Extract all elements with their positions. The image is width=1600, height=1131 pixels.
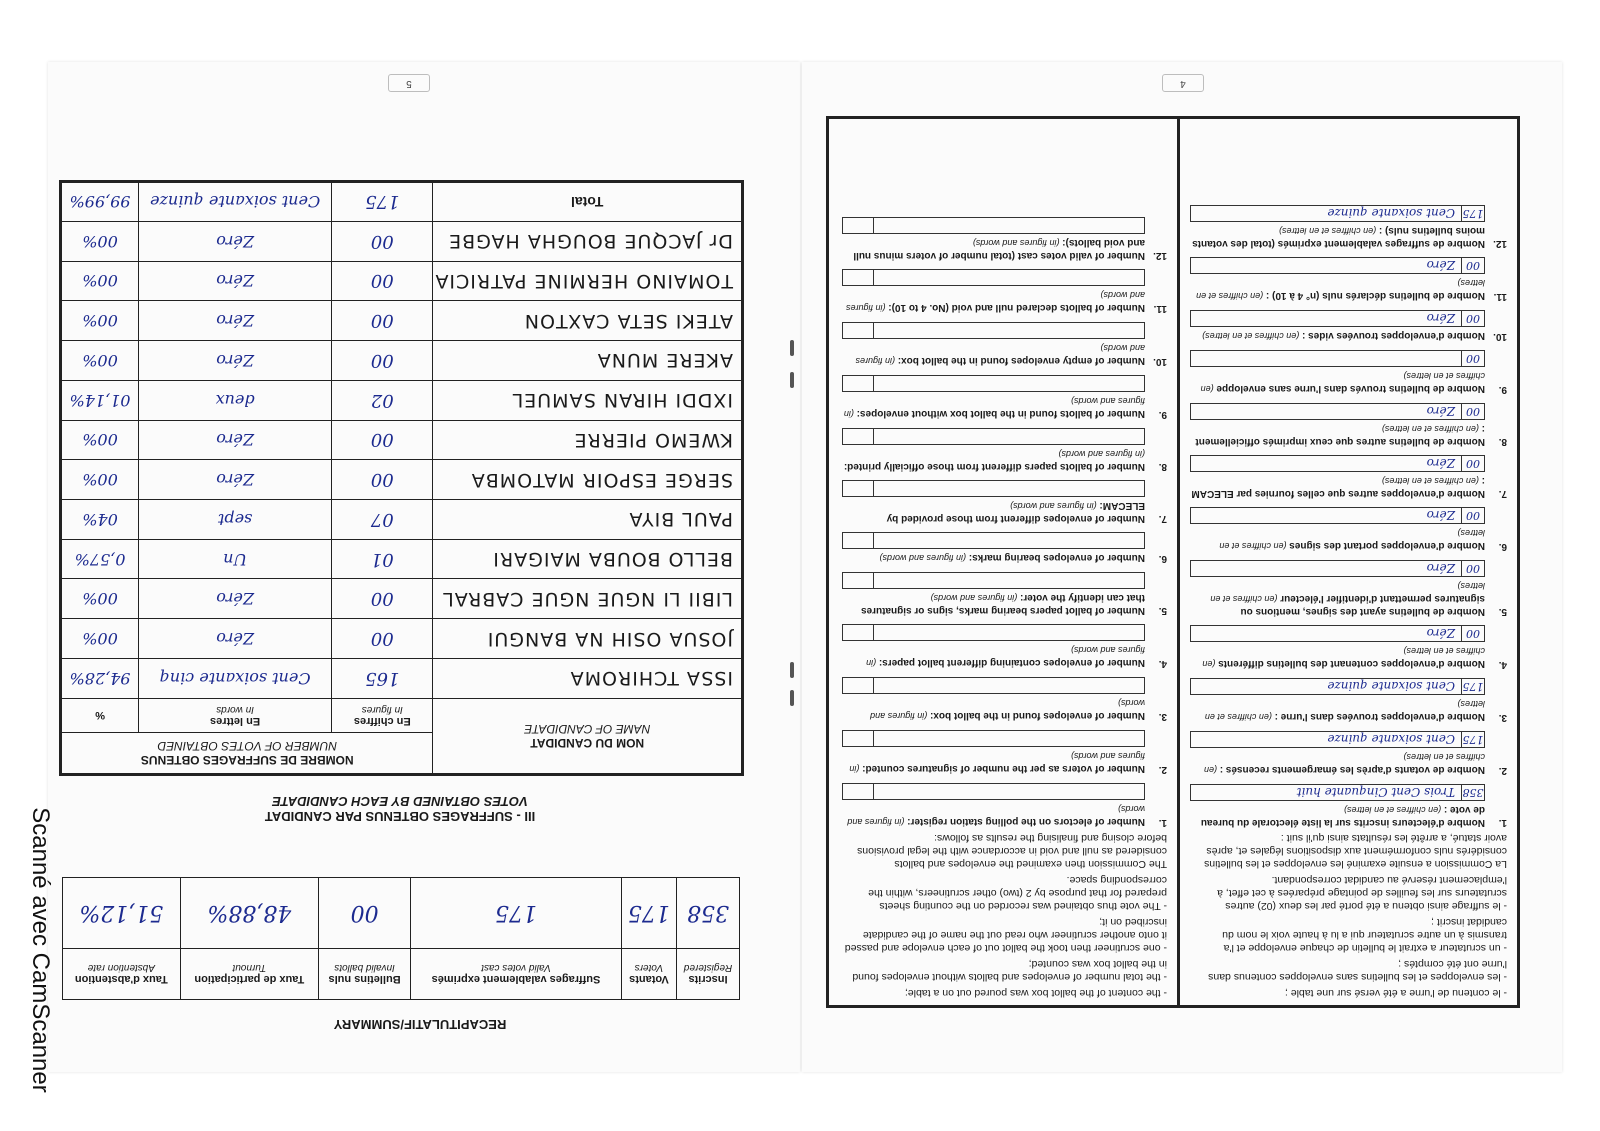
summary-header-abstention: Taux d'abstention Abstention rate [63, 949, 181, 1000]
candidate-figures: 02 [332, 380, 433, 420]
answer-figures: 00 [1461, 626, 1484, 641]
candidate-row [61, 341, 743, 381]
item-label: Number of envelopes found in the ballot box: (in figures and words) [870, 698, 1145, 721]
candidate-percent: 01,14% [61, 380, 139, 420]
candidate-figures: 00 [332, 341, 433, 381]
answer-box [1190, 507, 1485, 524]
candidate-row [61, 499, 743, 539]
item-label: Nombre de bulletins ayant des signes, mentions ou signatures permettant d'identifier l'électeur (en chiffres et en lettres) [1210, 581, 1485, 617]
item-label: Nombre d'enveloppes trouvées dans l'urne : (en chiffres et en lettres) [1204, 699, 1485, 722]
summary-value: 358 [677, 878, 740, 949]
item-label: Number of ballots declared null and void (No. 4 to 10): (in figures and words) [846, 290, 1145, 313]
candidate-name: PAUL BIYA [433, 499, 743, 539]
item-number: 11. [1493, 291, 1507, 302]
col-letters-header: En lettres In words [139, 698, 332, 733]
form-column-french [1177, 119, 1517, 1005]
item-number: 8. [1498, 436, 1507, 447]
form-item [1190, 697, 1507, 723]
candidate-name: ATEKI SETA CAXTON [433, 301, 743, 341]
col-figures-header: En chiffres In figures [332, 698, 433, 733]
summary-value: 51,12% [63, 878, 181, 949]
summary-header-invalid: Bulletins nuls Invalid ballots [319, 949, 411, 1000]
answer-box [842, 375, 1145, 392]
item-label: Nombre de votants d'après les émargements recensés : (en chiffres et en lettres) [1203, 752, 1485, 775]
candidate-name: JOSUA OSIH NA BANGUI [433, 619, 743, 659]
binding-hole [790, 690, 794, 706]
item-label: Nombre d'enveloppes portant des signes (en chiffres et en lettres) [1219, 528, 1485, 551]
candidate-percent: 94,28% [61, 658, 139, 698]
item-number: 3. [1158, 711, 1167, 722]
answer-words: Zéro [1426, 258, 1455, 273]
candidate-name: TOMAINO HERMINE PATRICIA [433, 261, 743, 301]
answer-figures: 358 [1462, 786, 1484, 799]
summary-value: 48,88% [180, 878, 318, 949]
form-item [1190, 474, 1507, 499]
candidate-percent: 00% [61, 420, 139, 460]
form-item [1190, 803, 1507, 828]
intro-paragraph: - the total number of envelopes and ballots without envelopes found in the ballot box was counted; [852, 958, 1167, 983]
answer-figures: 00 [1461, 311, 1484, 326]
answer-figures: 00 [1461, 561, 1484, 576]
answer-words: Cent soixante quinze [1327, 679, 1455, 694]
item-label: Nombre d'enveloppes autres que celles fournies par ELECAM : (en chiffres et en lettres) [1191, 475, 1485, 499]
votes-section-title: III - SUFFRAGES OBTENUS PAR CANDIDAT VOTES OBTAINED BY EACH CANDIDATE [264, 794, 536, 824]
item-number: 9. [1498, 384, 1507, 395]
page-number: 5 [388, 74, 430, 92]
candidate-figures: 00 [332, 221, 433, 261]
items-english [842, 217, 1167, 828]
item-label: Nombre d'électeurs inscrits sur la liste électorale du bureau de vote : (en chiffres et en lettres) [1200, 804, 1485, 828]
candidate-figures: 01 [332, 539, 433, 579]
item-number: 2. [1158, 764, 1167, 775]
candidate-percent: 00% [61, 619, 139, 659]
candidate-letters: Zéro [139, 341, 332, 381]
form-column-english [832, 119, 1177, 1005]
item-number: 9. [1158, 409, 1167, 420]
form-item [842, 802, 1167, 828]
candidate-name: Dr JACQUE BOUGHA HAGBE [433, 221, 743, 261]
answer-box [1190, 678, 1485, 695]
item-number: 4. [1498, 659, 1507, 670]
candidate-letters: Cent soixante cinq [139, 658, 332, 698]
summary-table [62, 877, 740, 1000]
item-label: Number of envelopes bearing marks: (in figures and words) [879, 552, 1145, 563]
candidate-name: BELLO BOUBA MAIGARI [433, 539, 743, 579]
candidate-letters: Zéro [139, 460, 332, 500]
candidate-percent: 00% [61, 460, 139, 500]
candidate-percent: 00% [61, 221, 139, 261]
left-page-content [48, 62, 800, 1072]
answer-blank [843, 625, 874, 640]
answer-box [1190, 350, 1485, 367]
candidate-row [61, 221, 743, 261]
item-number: 3. [1498, 712, 1507, 723]
total-label: Total [433, 182, 743, 222]
answer-blank [843, 678, 874, 693]
item-number: 5. [1158, 605, 1167, 616]
form-item [842, 288, 1167, 314]
item-label: Nombre d'enveloppes trouvées vides : (en chiffres et en lettres) [1202, 330, 1485, 341]
candidate-figures: 00 [332, 579, 433, 619]
candidate-percent: 00% [61, 341, 139, 381]
item-number: 8. [1158, 461, 1167, 472]
form-item [842, 394, 1167, 420]
item-number: 1. [1498, 817, 1507, 828]
answer-blank [843, 731, 874, 746]
form-item [842, 447, 1167, 472]
candidate-name: AKERE MUNA [433, 341, 743, 381]
item-label: Number of empty envelopes found in the ballot box: (in figures and words) [855, 343, 1145, 366]
left-page [48, 62, 800, 1072]
answer-words: Zéro [1426, 626, 1455, 641]
form-item [1190, 750, 1507, 776]
form-item [842, 236, 1167, 261]
summary-header-turnout: Taux de participation Turnout [180, 949, 318, 1000]
candidate-percent: 00% [61, 301, 139, 341]
item-label: Nombre de bulletins autres que ceux imprimés officiellement : (en chiffres et en lettres) [1195, 423, 1485, 447]
form-item [842, 643, 1167, 669]
answer-box [842, 428, 1145, 445]
item-number: 12. [1153, 250, 1167, 261]
intro-paragraph: - le contenu de l'urne a été versé sur une table ; [1284, 987, 1507, 999]
candidate-percent: 00% [61, 261, 139, 301]
answer-words: Zéro [1426, 404, 1455, 419]
candidate-letters: Zéro [139, 301, 332, 341]
item-number: 12. [1493, 238, 1507, 249]
candidate-letters: deux [139, 380, 332, 420]
candidate-letters: Zéro [139, 221, 332, 261]
candidate-name: SERGE ESPOIR MATOMBA [433, 460, 743, 500]
answer-box [1190, 560, 1485, 577]
item-number: 11. [1153, 303, 1167, 314]
item-number: 7. [1158, 513, 1167, 524]
candidate-figures: 00 [332, 261, 433, 301]
candidate-letters: Zéro [139, 261, 332, 301]
summary-header-voters: Votants Voters [621, 949, 676, 1000]
candidate-row [61, 380, 743, 420]
intro-paragraph: The Commission then examined the envelopes and ballots considered as null and void in accordance with the legal provisions before closing and finalising the results as follows: [857, 832, 1167, 870]
item-number: 10. [1493, 331, 1507, 342]
form-item [842, 696, 1167, 722]
answer-box [1190, 310, 1485, 327]
form-item [1190, 644, 1507, 670]
total-figures: 175 [332, 182, 433, 222]
item-number: 6. [1158, 553, 1167, 564]
answer-blank [843, 533, 874, 548]
answer-figures: 00 [1461, 351, 1484, 366]
item-label: Number of ballot papers bearing marks, signs or signatures that can identify the voter: (in figures and words) [861, 592, 1145, 616]
form-item [1190, 579, 1507, 617]
answer-box [842, 783, 1145, 800]
binding-hole [790, 662, 794, 678]
page-number: 4 [1162, 74, 1204, 92]
candidate-figures: 00 [332, 619, 433, 659]
intro-paragraph: - les enveloppes et les bulletins sans enveloppes contenus dans l'urne ont été comptés ; [1208, 958, 1507, 983]
item-number: 7. [1498, 488, 1507, 499]
item-label: Number of envelopes containing different ballot papers: (in figures and words) [866, 645, 1145, 668]
answer-box [842, 269, 1145, 286]
answer-blank [843, 218, 874, 233]
item-number: 4. [1158, 658, 1167, 669]
answer-words: Trois Cent Cinquante huit [1296, 785, 1455, 800]
candidate-rows [61, 221, 743, 698]
answer-words: Cent soixante quinze [1327, 732, 1455, 747]
form-item [1190, 224, 1507, 249]
form-item [842, 551, 1167, 564]
total-letters: Cent soixante quinze [139, 182, 332, 222]
item-number: 5. [1498, 606, 1507, 617]
answer-box [842, 480, 1145, 497]
item-label: Number of ballots papers different from those officially printed: (in figures and words) [843, 449, 1145, 472]
right-page-content [802, 62, 1562, 1072]
answer-blank [843, 481, 874, 496]
item-label: Nombre de bulletins trouvés dans l'urne sans enveloppe (en chiffres et en lettres) [1200, 371, 1485, 394]
answer-figures: 175 [1462, 680, 1484, 693]
candidate-row [61, 539, 743, 579]
candidate-row [61, 420, 743, 460]
intro-paragraph: - le suffrage ainsi obtenu a été porté par les deux (02) autres scrutateurs sur les feuilles de pointage préparées à cet effet, à l'emplacement réservé au candidat correspondant. [1217, 874, 1507, 912]
candidate-row [61, 261, 743, 301]
answer-box [842, 217, 1145, 234]
answer-blank [843, 573, 874, 588]
candidate-percent: 0,57% [61, 539, 139, 579]
candidate-letters: sept [139, 499, 332, 539]
binding-hole [790, 372, 794, 388]
item-label: Number of voters as per the number of signatures counted: (in figures and words) [849, 751, 1145, 774]
summary-title: RECAPITULATIF/SUMMARY [333, 1017, 507, 1032]
candidate-letters: Zéro [139, 619, 332, 659]
answer-figures: 175 [1462, 733, 1484, 746]
item-label: Number of electors on the polling station register: (in figures and words) [847, 804, 1145, 827]
answer-words: Zéro [1426, 456, 1455, 471]
answer-figures: 00 [1461, 258, 1484, 273]
candidates-table [59, 180, 744, 776]
items-french [1190, 205, 1507, 828]
summary-value: 00 [319, 878, 411, 949]
total-percent: 99,99% [61, 182, 139, 222]
intro-paragraph: La Commission a ensuite examiné les enveloppes et les bulletins considérés nuls conformément aux dispositions légales et, après avoir statué, a arrêté les résultats ainsi qu'il suit : [1204, 832, 1507, 870]
answer-blank [843, 429, 874, 444]
candidate-figures: 00 [332, 420, 433, 460]
item-number: 2. [1498, 765, 1507, 776]
answer-box [1190, 403, 1485, 420]
candidate-letters: Zéro [139, 579, 332, 619]
form-item [1190, 276, 1507, 302]
intro-paragraph: - one scrutineer then took the ballot out of each envelope and passed it onto another scrutineer who read out the name of the candidate inscribed on it; [844, 916, 1167, 954]
form-item [1190, 329, 1507, 342]
answer-box [1190, 257, 1485, 274]
count-form [826, 116, 1520, 1008]
answer-blank [843, 376, 874, 391]
answer-box [1190, 731, 1485, 748]
candidate-figures: 00 [332, 301, 433, 341]
form-item [1190, 422, 1507, 447]
candidate-figures: 00 [332, 460, 433, 500]
answer-box [1190, 455, 1485, 472]
answer-words: Zéro [1426, 561, 1455, 576]
answer-figures: 175 [1462, 207, 1484, 220]
intro-paragraph: - The vote thus obtained was recorded on the counting sheets prepared for that purpose by 2 (two) other scrutineers, within the corresponding space. [868, 874, 1167, 912]
answer-box [842, 677, 1145, 694]
form-item [842, 341, 1167, 367]
answer-blank [843, 270, 874, 285]
item-label: Number of ballots found in the ballot box without envelopes: (in figures and words) [843, 396, 1145, 419]
answer-box [842, 572, 1145, 589]
summary-header-valid: Suffrages valablement exprimés Valid votes cast [411, 949, 622, 1000]
item-number: 6. [1498, 541, 1507, 552]
intro-paragraph: - un scrutateur a extrait le bulletin de chaque enveloppe et l'a transmis à un autre scrutateur qui a lu à haute voix le nom du candidat inscrit ; [1222, 916, 1507, 954]
item-label: Nombre de bulletins déclarés nuls (n° 4 à 10) : (en chiffres et en lettres) [1196, 278, 1485, 301]
item-number: 1. [1158, 817, 1167, 828]
answer-box [842, 322, 1145, 339]
answer-box [1190, 205, 1485, 222]
candidate-figures: 165 [332, 658, 433, 698]
form-item [842, 591, 1167, 616]
answer-box [842, 532, 1145, 549]
candidate-letters: Un [139, 539, 332, 579]
answer-box [1190, 784, 1485, 801]
col-votes-header: NOMBRE DE SUFFRAGES OBTENUS NUMBER OF VOTES OBTAINED [61, 733, 433, 775]
answer-blank [843, 784, 874, 799]
answer-figures: 00 [1461, 508, 1484, 523]
candidate-row [61, 658, 743, 698]
item-label: Number of valid votes cast (total number of voters minus null and void ballots): (in figures and words) [853, 237, 1145, 261]
form-item [842, 499, 1167, 524]
candidate-figures: 07 [332, 499, 433, 539]
binding-hole [790, 340, 794, 356]
candidate-row [61, 460, 743, 500]
summary-header-registered: Inscrits Registered [677, 949, 740, 1000]
item-label: Number of envelopes different from those provided by ELECAM: (in figures and words) [886, 500, 1145, 524]
summary-value: 175 [621, 878, 676, 949]
answer-words: Zéro [1426, 311, 1455, 326]
candidate-name: KWEMO PIERRE [433, 420, 743, 460]
intro-french [1190, 831, 1507, 999]
candidate-row [61, 579, 743, 619]
answer-figures: 00 [1461, 404, 1484, 419]
item-label: Nombre de suffrages valablement exprimés (total des votants moins bulletins nuls) : (en chiffres et en lettres) [1192, 225, 1485, 249]
col-percent-header: % [61, 698, 139, 733]
intro-english [842, 831, 1167, 999]
form-item [1190, 369, 1507, 395]
candidate-percent: 04% [61, 499, 139, 539]
answer-figures: 00 [1461, 456, 1484, 471]
item-label: Nombre d'enveloppes contenant des bulletins différents (en chiffres et en lettres) [1202, 646, 1485, 669]
answer-box [842, 730, 1145, 747]
item-number: 10. [1153, 356, 1167, 367]
col-name-header: NOM DU CANDIDAT NAME OF CANDIDATE [433, 698, 743, 774]
form-item [1190, 526, 1507, 552]
camscanner-watermark: Scanné avec CamScanner [27, 807, 54, 1093]
candidate-letters: Zéro [139, 420, 332, 460]
right-page [802, 62, 1562, 1072]
intro-paragraph: - the content of the ballot box was poured out on a table; [904, 987, 1167, 999]
candidate-row [61, 619, 743, 659]
answer-box [1190, 625, 1485, 642]
summary-value: 175 [411, 878, 622, 949]
candidate-name: LIBII LI NGUE NGUE CABRAL [433, 579, 743, 619]
answer-box [842, 624, 1145, 641]
candidate-name: IXDDI HIRAN SAMUEL [433, 380, 743, 420]
candidate-name: ISSA TCHIROMA [433, 658, 743, 698]
candidate-row [61, 301, 743, 341]
answer-words: Cent soixante quinze [1327, 206, 1455, 221]
candidate-percent: 00% [61, 579, 139, 619]
answer-blank [843, 323, 874, 338]
answer-words: Zéro [1426, 508, 1455, 523]
form-item [842, 749, 1167, 775]
